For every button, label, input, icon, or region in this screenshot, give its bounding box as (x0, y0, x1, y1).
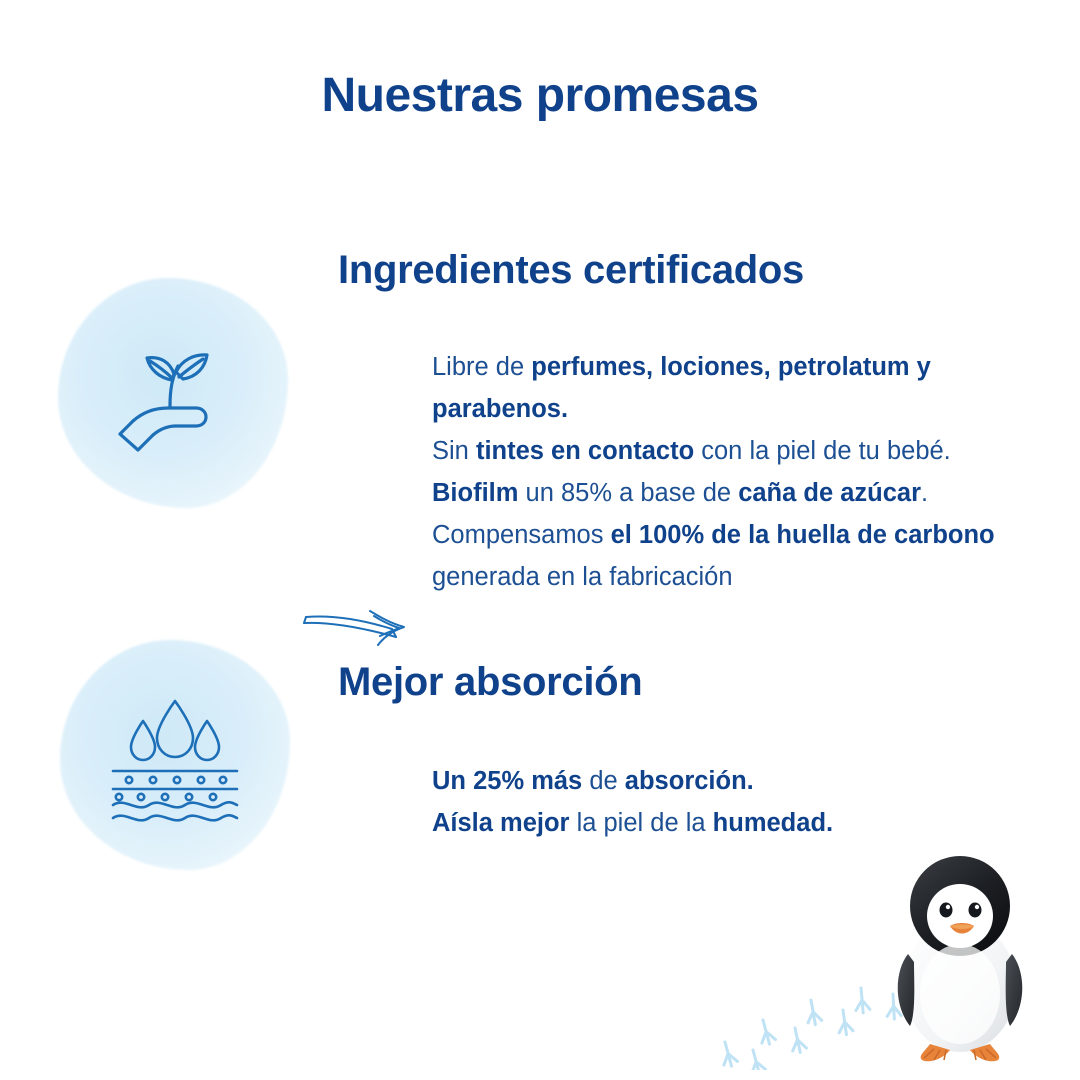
body-line: Sin tintes en contacto con la piel de tu bebé. (432, 437, 951, 465)
body-line: Compensamos el 100% de la huella de carbono generada en la fabricación (432, 521, 995, 591)
icon-badge-ingredientes (58, 278, 288, 508)
section-body-absorcion (432, 760, 1052, 844)
baby-penguin-mascot (880, 844, 1040, 1074)
body-line: Aísla mejor la piel de la humedad. (432, 809, 834, 837)
hand-holding-leaves-icon (58, 278, 288, 508)
section-title-ingredientes: Ingredientes certificados (338, 248, 804, 292)
body-line: Un 25% más de absorción. (432, 767, 754, 795)
icon-badge-absorcion (60, 640, 290, 870)
page-title: Nuestras promesas (321, 69, 759, 122)
water-drops-skin-layers-icon (60, 640, 290, 870)
body-line: Libre de perfumes, lociones, petrolatum y parabenos. (432, 353, 931, 423)
section-body-ingredientes (432, 346, 1052, 598)
body-line: Biofilm un 85% a base de caña de azúcar. (432, 479, 929, 507)
section-title-absorcion: Mejor absorción (338, 660, 643, 704)
sketch-arrow-right-icon (300, 603, 420, 668)
